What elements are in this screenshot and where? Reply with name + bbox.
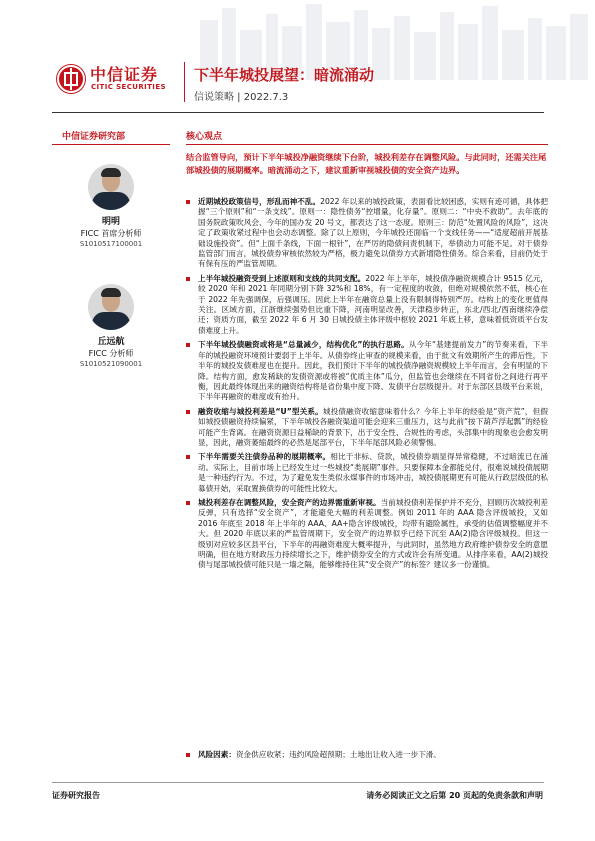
key-point: [186, 274, 548, 336]
key-point-text: 2022 年以来的城投政策，表面看比较困惑，实则有迹可循，具体把握“三个原则”和“一条支线”。原则一：隐性债务“控增量，化存量”。原则二：“中央不救助”。去年底的国务院政策吹风会、今年的国办发 20 号文，都表达了这一态度。原则三：防范“处置风险的风险”，这决定了政策收紧过程中也会动态调整。除了以上原则，今年城投还面临一个支线任务——“适度超前开展基础设施投资”。但“上面千条线，下面一根针”，在严厉的隐债问责机制下，举债动力可能不足。对于债券监管部门而言，城投债券审核依然较为严格，极力避免以债券方式新增隐性债务。综合来看，目前仍处于有保有压的严监管周期。: [198, 197, 548, 269]
analyst-card-1: [56, 164, 166, 249]
key-point-text: 当前城投债利差保护并不充分，回顾历次城投利差反弹，只有选择“安全资产”，才能避免大幅的利差调整。例如 2011 年的 AAA 隐含评级城投，又如 2016 年底至 2018 年上半年的 AAA、AA+隐含评级城投，均带有避险属性，承受的估值调整幅度并不大。但 2020 年底以来的严监管周期下，安全资产的边界似乎已经下沉至 AA(2)隐含评级城投。但这一级别对应较多区县平台，下半年的再融资难度大概率提升，与此同时，虽然地方政府维护债券安全的意愿明确，但在地方财政压力持续增长之下，维护债券安全的方式或许会有所变通。从排序来看，AA(2)城投债与尾部城投债可能只是一墙之隔，能够维持住其“安全资产”的标签？建议多一份谨慎。: [198, 497, 549, 570]
key-point-text: 2022 年上半年，城投债净融资规模合计 9515 亿元，较 2020 年和 2021 年同期分别下降 32%和 18%，有一定程度的收敛，但绝对规模依然不低，核心在于 2022 年先强调保，后强调压。因此上半年在融资总量上没有限制得特别严厉。结构上的变化更值得关注。区域方面，江浙继续强势但比重下降，河南明显改善，天津稳步转正，东北/西北/西南继续净偿还；资质方面，截至 2022 年 6 月 30 日城投债主体评级中枢较 2021 年底上移，意味着低资质平台发债难度上升。: [198, 273, 548, 335]
analyst-cert: S1010517100001: [79, 240, 143, 248]
key-point-text: 城投债融资收缩意味着什么？今年上半年的经验是“资产荒”，但假如城投债融资持续偏紧，下半年城投各融资渠道可能会迎来三重压力，这与此前“按下葫芦浮起瓢”的经验可能产生背离。在融资资源日益稀缺的背景下，出于安全性、合规性的考虑，头部集中的现象也会愈发明显，因此，融资萎缩最终的必然是尾部平台，下半年尾部风险必须警惕。: [198, 406, 548, 447]
report-header: [0, 0, 595, 110]
main-heading: 核心观点: [186, 132, 223, 142]
citic-logo-icon: [56, 64, 86, 94]
bullet-square-icon: [186, 200, 190, 204]
key-point: [186, 340, 548, 402]
key-point-lead: 城投利差存在调整风险，安全资产的边界需重新审视。: [198, 497, 381, 507]
risk-lead: 风险因素：: [198, 750, 236, 759]
header-divider: [184, 62, 185, 102]
city-skyline-banner: [0, 0, 595, 110]
analyst-role: FICC 首席分析师: [80, 229, 142, 238]
footer-rule: [52, 782, 544, 783]
report-subtitle: 信说策略 | 2022.7.3: [194, 92, 289, 103]
sidebar-heading: 中信证券研究部: [62, 132, 126, 142]
analyst-card-2: [56, 284, 166, 369]
key-point: [186, 498, 548, 571]
risk-text: 资金供应收紧；违约风险超预期；土地出让收入进一步下滑。: [235, 750, 441, 759]
main-heading-rule: [186, 144, 548, 145]
brand-name-en: CITIC SECURITIES: [91, 83, 166, 91]
footer-label: 证券研究报告: [52, 791, 100, 800]
key-point: [186, 407, 548, 449]
key-point: [186, 197, 548, 270]
footer-disclaimer: 请务必阅读正文之后第 20 页起的免责条款和声明: [366, 791, 543, 800]
bullet-square-icon: [186, 455, 190, 459]
key-points-list: [186, 197, 548, 575]
bullet-square-icon: [186, 410, 190, 414]
analyst-name: 明明: [101, 217, 120, 227]
risk-factors: [186, 750, 560, 760]
key-point-lead: 近期城投政策信号，形乱而神不乱。: [198, 197, 321, 206]
brand-name: 中信证券: [90, 65, 159, 84]
header-rule: [52, 112, 544, 113]
core-summary: 结合监管导向，预计下半年城投净融资继续下台阶，城投利差存在调整风险。与此同时，还需关注尾部城投债的展期概率。暗流涌动之下，建议重新审视城投债的安全资产边界。: [186, 152, 547, 175]
key-point: [186, 452, 548, 494]
avatar: [88, 284, 134, 330]
sidebar-heading-rule: [52, 144, 170, 145]
key-point-lead: 下半年城投债融资或将是“总量减少，结构优化”的执行思路。: [198, 340, 409, 350]
bullet-square-icon: [186, 501, 190, 505]
key-point-lead: 上半年城投融资受到上述原则和支线的共同支配。: [198, 273, 366, 283]
key-point-lead: 下半年需要关注债券品种的展期概率。: [198, 452, 331, 462]
bullet-square-icon: [186, 753, 190, 757]
analyst-name: 丘远航: [97, 337, 125, 347]
avatar: [88, 164, 134, 210]
key-point-text: 相比于非标、贷款，城投债券端显得异常稳健，不过暗流已在涌动。实际上，目前市场上已经发生过一些城投“类展期”事件。只要保障本金都能兑付，很难说城投债展期是一种违约行为。不过，为了避免发生类似永煤事件的市场冲击，城投债展期更有可能从行政层级低的私募债开始，采取置换债券的可能性比较大。: [198, 452, 549, 493]
analyst-role: FICC 分析师: [88, 349, 134, 358]
key-point-lead: 融资收缩与城投利差是“U”型关系。: [198, 406, 323, 416]
bullet-square-icon: [186, 343, 190, 347]
key-point-text: 从今年“基建提前发力”的节奏来看，下半年的城投融资环境预计要弱于上半年。从债券终止审查的规模来看，由于批文有效期所产生的滞后性，下半年的城投发债难度也在提升。因此，我们预计下半年的城投债净融资规模较上半年而言，会有明显的下降。结构方面，愈发稀缺的发债资源或将被“优质主体”瓜分，但监管也会继续在不同省份之间进行再平衡，因此最终体现出来的融资结构将是省份集中度下降、发债平台层级提升。对于东部区县级平台来说，下半年再融资的难度或有抬升。: [198, 340, 548, 402]
analyst-cert: S1010521090001: [79, 360, 143, 368]
bullet-square-icon: [186, 277, 190, 281]
report-title: 下半年城投展望：暗流涌动: [194, 66, 375, 84]
